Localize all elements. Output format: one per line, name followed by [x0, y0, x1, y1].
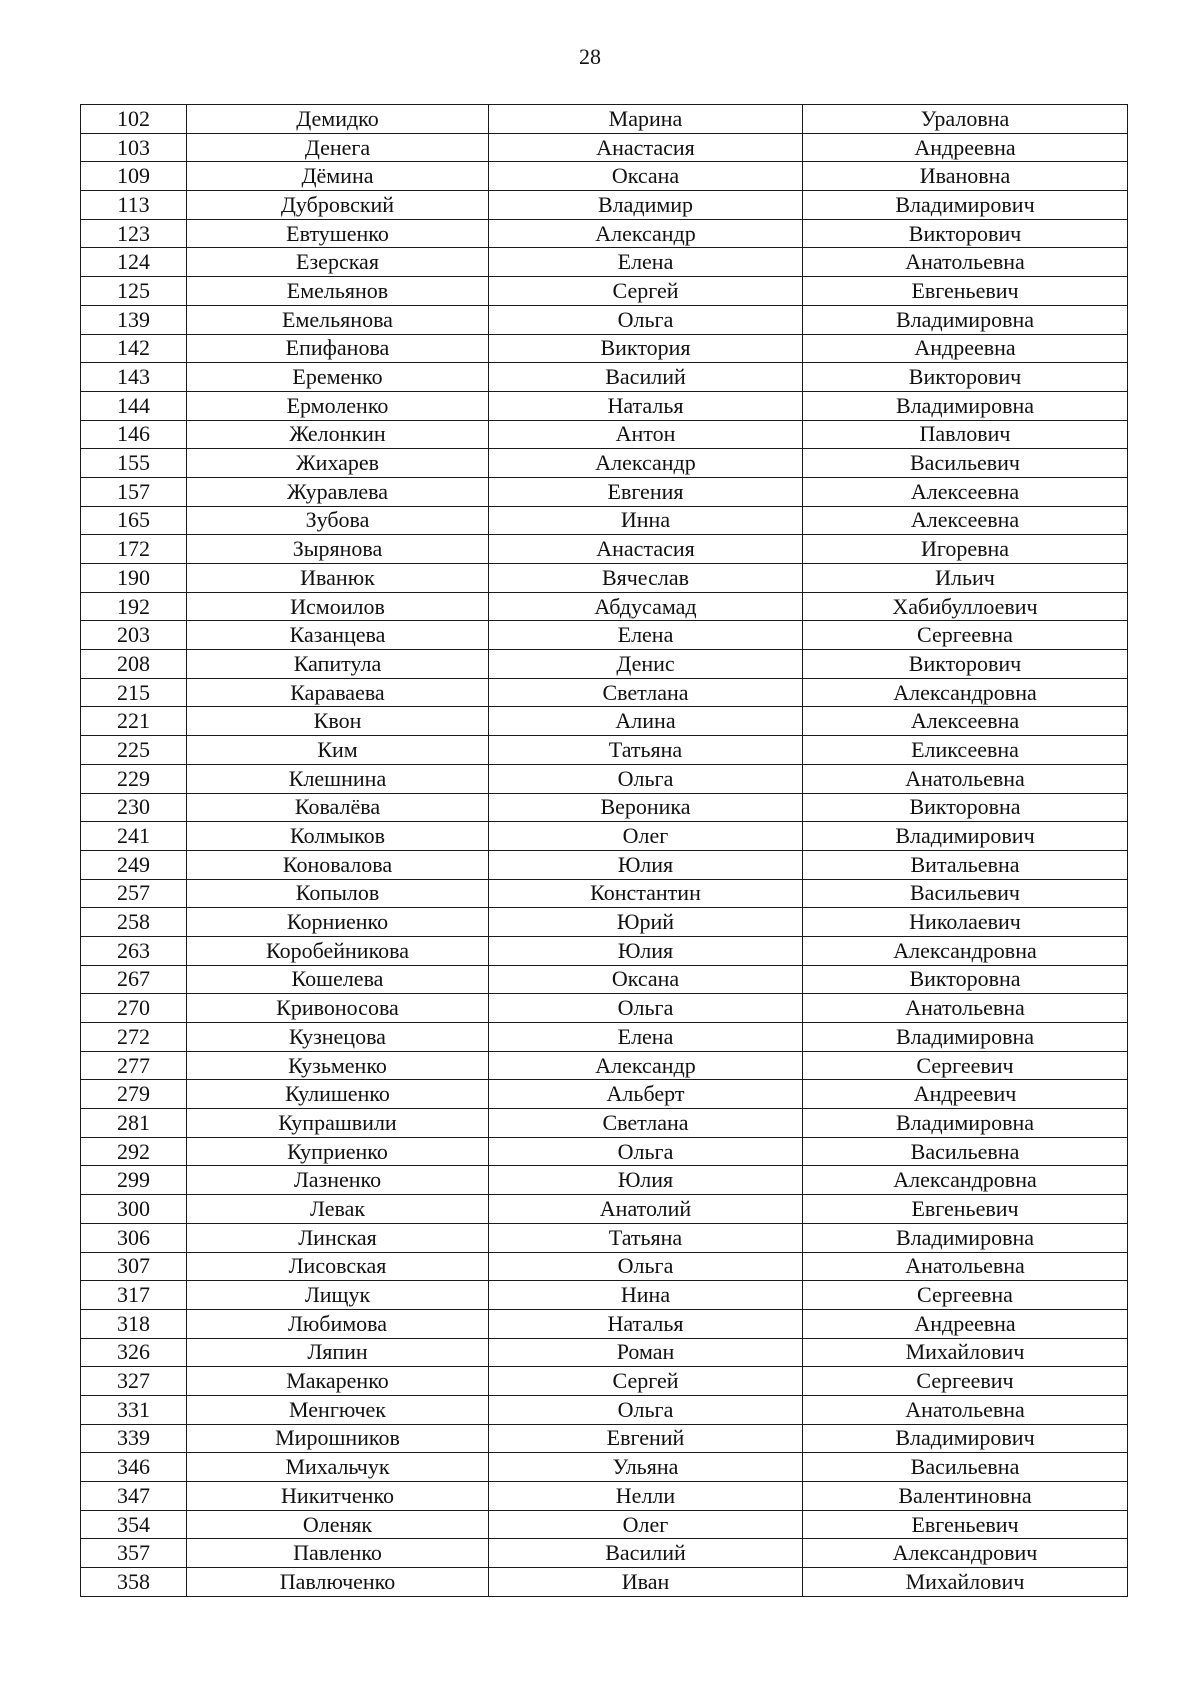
first-name-cell: Ольга: [489, 1137, 803, 1166]
patronymic-cell: Викторович: [803, 219, 1128, 248]
patronymic-cell: Викторович: [803, 650, 1128, 679]
table-row: [81, 363, 1128, 392]
last-name-cell: Емельянова: [187, 305, 489, 334]
last-name-cell: Журавлева: [187, 477, 489, 506]
first-name-cell: Светлана: [489, 1109, 803, 1138]
row-number-cell: 221: [81, 707, 187, 736]
patronymic-cell: Сергеевич: [803, 1051, 1128, 1080]
patronymic-cell: Владимирович: [803, 822, 1128, 851]
patronymic-cell: Сергеевна: [803, 1281, 1128, 1310]
last-name-cell: Кузьменко: [187, 1051, 489, 1080]
patronymic-cell: Владимировна: [803, 1023, 1128, 1052]
last-name-cell: Никитченко: [187, 1482, 489, 1511]
last-name-cell: Коробейникова: [187, 936, 489, 965]
first-name-cell: Юлия: [489, 1166, 803, 1195]
table-row: [81, 764, 1128, 793]
first-name-cell: Анастасия: [489, 133, 803, 162]
row-number-cell: 203: [81, 621, 187, 650]
patronymic-cell: Сергеевич: [803, 1367, 1128, 1396]
patronymic-cell: Витальевна: [803, 850, 1128, 879]
table-row: [81, 248, 1128, 277]
table-row: [81, 391, 1128, 420]
patronymic-cell: Павлович: [803, 420, 1128, 449]
row-number-cell: 299: [81, 1166, 187, 1195]
first-name-cell: Елена: [489, 248, 803, 277]
row-number-cell: 146: [81, 420, 187, 449]
row-number-cell: 190: [81, 564, 187, 593]
patronymic-cell: Николаевич: [803, 908, 1128, 937]
row-number-cell: 358: [81, 1568, 187, 1597]
row-number-cell: 257: [81, 879, 187, 908]
first-name-cell: Денис: [489, 650, 803, 679]
table-row: [81, 277, 1128, 306]
row-number-cell: 306: [81, 1223, 187, 1252]
first-name-cell: Нина: [489, 1281, 803, 1310]
table-row: [81, 564, 1128, 593]
last-name-cell: Караваева: [187, 678, 489, 707]
row-number-cell: 165: [81, 506, 187, 535]
table-row: [81, 908, 1128, 937]
row-number-cell: 267: [81, 965, 187, 994]
first-name-cell: Александр: [489, 1051, 803, 1080]
table-row: [81, 793, 1128, 822]
last-name-cell: Исмоилов: [187, 592, 489, 621]
patronymic-cell: Хабибуллоевич: [803, 592, 1128, 621]
last-name-cell: Оленяк: [187, 1510, 489, 1539]
table-row: [81, 879, 1128, 908]
row-number-cell: 263: [81, 936, 187, 965]
first-name-cell: Иван: [489, 1568, 803, 1597]
table-row: [81, 1223, 1128, 1252]
last-name-cell: Кузнецова: [187, 1023, 489, 1052]
table-row: [81, 592, 1128, 621]
row-number-cell: 225: [81, 736, 187, 765]
row-number-cell: 281: [81, 1109, 187, 1138]
row-number-cell: 230: [81, 793, 187, 822]
table-row: [81, 1424, 1128, 1453]
table-row: [81, 650, 1128, 679]
row-number-cell: 123: [81, 219, 187, 248]
patronymic-cell: Александрович: [803, 1539, 1128, 1568]
row-number-cell: 326: [81, 1338, 187, 1367]
last-name-cell: Иванюк: [187, 564, 489, 593]
first-name-cell: Анатолий: [489, 1195, 803, 1224]
patronymic-cell: Евгеньевич: [803, 1510, 1128, 1539]
patronymic-cell: Васильевич: [803, 449, 1128, 478]
row-number-cell: 124: [81, 248, 187, 277]
last-name-cell: Квон: [187, 707, 489, 736]
patronymic-cell: Анатольевна: [803, 1252, 1128, 1281]
first-name-cell: Вероника: [489, 793, 803, 822]
table-row: [81, 506, 1128, 535]
table-row: [81, 736, 1128, 765]
table-row: [81, 1080, 1128, 1109]
first-name-cell: Ульяна: [489, 1453, 803, 1482]
table-row: [81, 1453, 1128, 1482]
row-number-cell: 300: [81, 1195, 187, 1224]
row-number-cell: 318: [81, 1309, 187, 1338]
patronymic-cell: Игоревна: [803, 535, 1128, 564]
row-number-cell: 113: [81, 191, 187, 220]
row-number-cell: 277: [81, 1051, 187, 1080]
row-number-cell: 215: [81, 678, 187, 707]
table-row: [81, 1568, 1128, 1597]
row-number-cell: 327: [81, 1367, 187, 1396]
last-name-cell: Корниенко: [187, 908, 489, 937]
last-name-cell: Павлюченко: [187, 1568, 489, 1597]
first-name-cell: Василий: [489, 363, 803, 392]
first-name-cell: Олег: [489, 822, 803, 851]
last-name-cell: Епифанова: [187, 334, 489, 363]
first-name-cell: Оксана: [489, 965, 803, 994]
first-name-cell: Ольга: [489, 305, 803, 334]
patronymic-cell: Владимировна: [803, 391, 1128, 420]
table-row: [81, 420, 1128, 449]
first-name-cell: Оксана: [489, 162, 803, 191]
last-name-cell: Лисовская: [187, 1252, 489, 1281]
table-row: [81, 133, 1128, 162]
last-name-cell: Лищук: [187, 1281, 489, 1310]
first-name-cell: Евгения: [489, 477, 803, 506]
patronymic-cell: Валентиновна: [803, 1482, 1128, 1511]
table-row: [81, 219, 1128, 248]
patronymic-cell: Евгеньевич: [803, 277, 1128, 306]
last-name-cell: Куприенко: [187, 1137, 489, 1166]
last-name-cell: Колмыков: [187, 822, 489, 851]
row-number-cell: 331: [81, 1395, 187, 1424]
first-name-cell: Александр: [489, 219, 803, 248]
patronymic-cell: Анатольевна: [803, 248, 1128, 277]
last-name-cell: Езерская: [187, 248, 489, 277]
table-row: [81, 994, 1128, 1023]
row-number-cell: 103: [81, 133, 187, 162]
patronymic-cell: Еликсеевна: [803, 736, 1128, 765]
table-row: [81, 1482, 1128, 1511]
first-name-cell: Ольга: [489, 1395, 803, 1424]
row-number-cell: 172: [81, 535, 187, 564]
patronymic-cell: Ильич: [803, 564, 1128, 593]
first-name-cell: Василий: [489, 1539, 803, 1568]
last-name-cell: Ким: [187, 736, 489, 765]
roster-table-body: [81, 105, 1128, 1597]
patronymic-cell: Владимировна: [803, 305, 1128, 334]
last-name-cell: Макаренко: [187, 1367, 489, 1396]
first-name-cell: Нелли: [489, 1482, 803, 1511]
last-name-cell: Михальчук: [187, 1453, 489, 1482]
patronymic-cell: Васильевна: [803, 1137, 1128, 1166]
first-name-cell: Олег: [489, 1510, 803, 1539]
row-number-cell: 346: [81, 1453, 187, 1482]
first-name-cell: Ольга: [489, 994, 803, 1023]
patronymic-cell: Викторовна: [803, 793, 1128, 822]
last-name-cell: Дёмина: [187, 162, 489, 191]
first-name-cell: Сергей: [489, 1367, 803, 1396]
last-name-cell: Капитула: [187, 650, 489, 679]
first-name-cell: Татьяна: [489, 1223, 803, 1252]
row-number-cell: 157: [81, 477, 187, 506]
first-name-cell: Сергей: [489, 277, 803, 306]
row-number-cell: 357: [81, 1539, 187, 1568]
last-name-cell: Менгючек: [187, 1395, 489, 1424]
table-row: [81, 1252, 1128, 1281]
patronymic-cell: Владимировна: [803, 1223, 1128, 1252]
patronymic-cell: Александровна: [803, 1166, 1128, 1195]
patronymic-cell: Анатольевна: [803, 764, 1128, 793]
row-number-cell: 144: [81, 391, 187, 420]
first-name-cell: Ольга: [489, 1252, 803, 1281]
last-name-cell: Демидко: [187, 105, 489, 134]
first-name-cell: Юлия: [489, 850, 803, 879]
patronymic-cell: Викторовна: [803, 965, 1128, 994]
patronymic-cell: Андреевна: [803, 1309, 1128, 1338]
patronymic-cell: Владимирович: [803, 1424, 1128, 1453]
first-name-cell: Абдусамад: [489, 592, 803, 621]
first-name-cell: Александр: [489, 449, 803, 478]
row-number-cell: 125: [81, 277, 187, 306]
page-number: 28: [579, 44, 601, 69]
table-row: [81, 965, 1128, 994]
row-number-cell: 208: [81, 650, 187, 679]
row-number-cell: 292: [81, 1137, 187, 1166]
first-name-cell: Виктория: [489, 334, 803, 363]
last-name-cell: Евтушенко: [187, 219, 489, 248]
table-row: [81, 822, 1128, 851]
patronymic-cell: Сергеевна: [803, 621, 1128, 650]
table-row: [81, 1367, 1128, 1396]
row-number-cell: 139: [81, 305, 187, 334]
last-name-cell: Кошелева: [187, 965, 489, 994]
table-row: [81, 162, 1128, 191]
patronymic-cell: Евгеньевич: [803, 1195, 1128, 1224]
first-name-cell: Юлия: [489, 936, 803, 965]
row-number-cell: 192: [81, 592, 187, 621]
row-number-cell: 102: [81, 105, 187, 134]
table-row: [81, 305, 1128, 334]
last-name-cell: Павленко: [187, 1539, 489, 1568]
row-number-cell: 258: [81, 908, 187, 937]
patronymic-cell: Алексеевна: [803, 506, 1128, 535]
last-name-cell: Левак: [187, 1195, 489, 1224]
patronymic-cell: Васильевич: [803, 879, 1128, 908]
first-name-cell: Елена: [489, 1023, 803, 1052]
last-name-cell: Мирошников: [187, 1424, 489, 1453]
patronymic-cell: Александровна: [803, 936, 1128, 965]
patronymic-cell: Михайлович: [803, 1568, 1128, 1597]
table-row: [81, 1109, 1128, 1138]
first-name-cell: Альберт: [489, 1080, 803, 1109]
first-name-cell: Инна: [489, 506, 803, 535]
last-name-cell: Казанцева: [187, 621, 489, 650]
table-row: [81, 936, 1128, 965]
first-name-cell: Юрий: [489, 908, 803, 937]
table-row: [81, 1023, 1128, 1052]
patronymic-cell: Алексеевна: [803, 707, 1128, 736]
row-number-cell: 142: [81, 334, 187, 363]
last-name-cell: Любимова: [187, 1309, 489, 1338]
first-name-cell: Ольга: [489, 764, 803, 793]
table-row: [81, 105, 1128, 134]
row-number-cell: 229: [81, 764, 187, 793]
table-row: [81, 1510, 1128, 1539]
last-name-cell: Дубровский: [187, 191, 489, 220]
last-name-cell: Купрашвили: [187, 1109, 489, 1138]
first-name-cell: Наталья: [489, 391, 803, 420]
table-row: [81, 621, 1128, 650]
table-row: [81, 1395, 1128, 1424]
last-name-cell: Денега: [187, 133, 489, 162]
table-row: [81, 1166, 1128, 1195]
row-number-cell: 339: [81, 1424, 187, 1453]
last-name-cell: Копылов: [187, 879, 489, 908]
first-name-cell: Анастасия: [489, 535, 803, 564]
table-row: [81, 1137, 1128, 1166]
last-name-cell: Еременко: [187, 363, 489, 392]
last-name-cell: Кривоносова: [187, 994, 489, 1023]
last-name-cell: Клешнина: [187, 764, 489, 793]
last-name-cell: Лазненко: [187, 1166, 489, 1195]
row-number-cell: 279: [81, 1080, 187, 1109]
first-name-cell: Евгений: [489, 1424, 803, 1453]
row-number-cell: 347: [81, 1482, 187, 1511]
table-row: [81, 678, 1128, 707]
last-name-cell: Коновалова: [187, 850, 489, 879]
patronymic-cell: Андреевна: [803, 133, 1128, 162]
patronymic-cell: Ураловна: [803, 105, 1128, 134]
first-name-cell: Елена: [489, 621, 803, 650]
last-name-cell: Ляпин: [187, 1338, 489, 1367]
row-number-cell: 270: [81, 994, 187, 1023]
patronymic-cell: Викторович: [803, 363, 1128, 392]
table-row: [81, 707, 1128, 736]
first-name-cell: Константин: [489, 879, 803, 908]
first-name-cell: Наталья: [489, 1309, 803, 1338]
table-row: [81, 449, 1128, 478]
table-row: [81, 191, 1128, 220]
last-name-cell: Зубова: [187, 506, 489, 535]
row-number-cell: 249: [81, 850, 187, 879]
row-number-cell: 109: [81, 162, 187, 191]
patronymic-cell: Владимирович: [803, 191, 1128, 220]
row-number-cell: 241: [81, 822, 187, 851]
row-number-cell: 317: [81, 1281, 187, 1310]
last-name-cell: Ковалёва: [187, 793, 489, 822]
row-number-cell: 143: [81, 363, 187, 392]
patronymic-cell: Андреевна: [803, 334, 1128, 363]
table-row: [81, 1281, 1128, 1310]
first-name-cell: Роман: [489, 1338, 803, 1367]
first-name-cell: Татьяна: [489, 736, 803, 765]
patronymic-cell: Андреевич: [803, 1080, 1128, 1109]
row-number-cell: 354: [81, 1510, 187, 1539]
first-name-cell: Антон: [489, 420, 803, 449]
table-row: [81, 477, 1128, 506]
patronymic-cell: Ивановна: [803, 162, 1128, 191]
first-name-cell: Вячеслав: [489, 564, 803, 593]
patronymic-cell: Владимировна: [803, 1109, 1128, 1138]
first-name-cell: Марина: [489, 105, 803, 134]
last-name-cell: Ермоленко: [187, 391, 489, 420]
patronymic-cell: Васильевна: [803, 1453, 1128, 1482]
patronymic-cell: Михайлович: [803, 1338, 1128, 1367]
table-row: [81, 1539, 1128, 1568]
patronymic-cell: Анатольевна: [803, 1395, 1128, 1424]
row-number-cell: 155: [81, 449, 187, 478]
table-row: [81, 334, 1128, 363]
last-name-cell: Емельянов: [187, 277, 489, 306]
first-name-cell: Светлана: [489, 678, 803, 707]
last-name-cell: Зырянова: [187, 535, 489, 564]
table-row: [81, 1338, 1128, 1367]
patronymic-cell: Анатольевна: [803, 994, 1128, 1023]
last-name-cell: Линская: [187, 1223, 489, 1252]
first-name-cell: Алина: [489, 707, 803, 736]
table-row: [81, 1309, 1128, 1338]
first-name-cell: Владимир: [489, 191, 803, 220]
table-row: [81, 535, 1128, 564]
table-row: [81, 850, 1128, 879]
patronymic-cell: Алексеевна: [803, 477, 1128, 506]
row-number-cell: 307: [81, 1252, 187, 1281]
last-name-cell: Жихарев: [187, 449, 489, 478]
table-row: [81, 1051, 1128, 1080]
last-name-cell: Кулишенко: [187, 1080, 489, 1109]
table-row: [81, 1195, 1128, 1224]
patronymic-cell: Александровна: [803, 678, 1128, 707]
roster-table: [80, 104, 1128, 1597]
row-number-cell: 272: [81, 1023, 187, 1052]
last-name-cell: Желонкин: [187, 420, 489, 449]
